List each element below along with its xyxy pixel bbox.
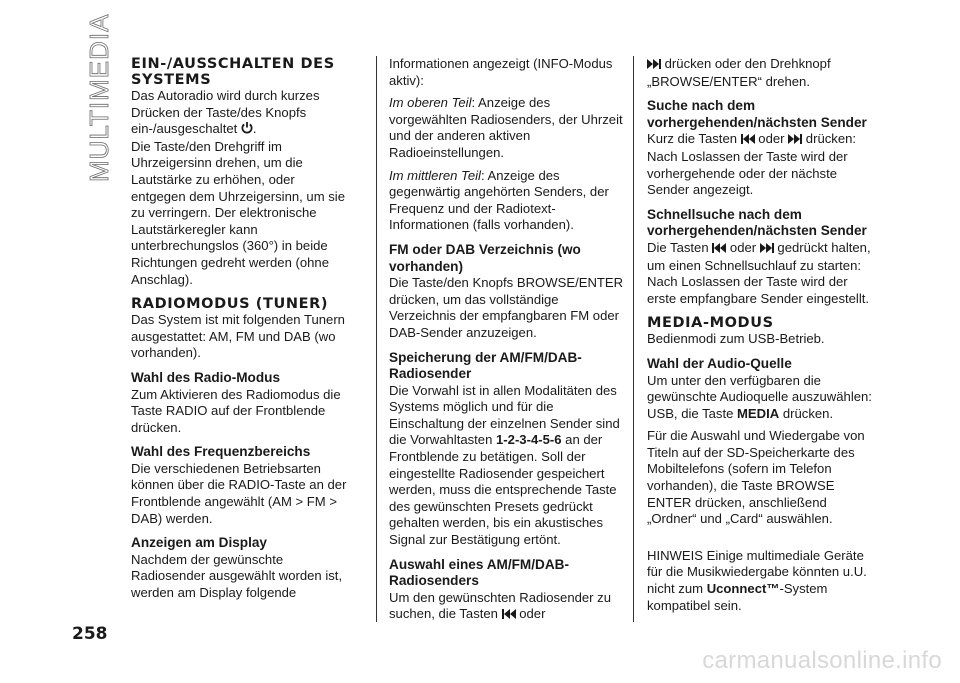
- uconnect-brand: Uconnect™: [706, 581, 780, 597]
- heading-ein-ausschalten: EIN-/AUSSCHALTEN DES SYSTEMS: [131, 56, 335, 88]
- heading-speicherung: Speicherung der AM/FM/DAB-Radiosender: [389, 349, 582, 382]
- paragraph-auswahl-sender: Um den gewünschten Radiosender zu suchen, die Tasten oder: [389, 590, 625, 624]
- paragraph-sd-karte: Für die Auswahl und Wiedergabe von Titeln auf der SD-Speicherkarte des Mobiltelefons (sofern im Telefon vorhanden), die Taste BROWSE ENTER drücken, anschließend „Ordner“ und „Card“ auswählen.: [647, 428, 865, 527]
- column-divider: [633, 56, 634, 622]
- preset-keys: 1-2-3-4-5-6: [496, 432, 562, 448]
- paragraph-anzeigen-display: Nachdem der gewünschte Radiosender ausgewählt worden ist, werden am Display folgende: [131, 551, 343, 601]
- paragraph-drehknopf: drücken oder den Drehknopf „BROWSE/ENTER“ drehen.: [647, 56, 831, 89]
- column-divider: [376, 56, 377, 622]
- paragraph-radiomodus: Das System ist mit folgenden Tunern ausgestattet: AM, FM und DAB (wo vorhanden).: [131, 312, 345, 361]
- heading-frequenzbereich: Wahl des Frequenzbereichs: [131, 444, 311, 460]
- next-track-icon: [788, 132, 802, 149]
- heading-media-modus: MEDIA-MODUS: [647, 315, 774, 332]
- heading-wahl-radio-modus: Wahl des Radio-Modus: [131, 369, 281, 385]
- paragraph-oberer-teil: Im oberen Teil: Anzeige des vorgewählten Radiosenders, der Uhrzeit und der anderen aktiven Radioeinstellungen.: [389, 95, 623, 160]
- paragraph-audio-quelle: Um unter den verfügbaren die gewünschte Audioquelle auszuwählen: USB, die Taste MEDIA drücken.: [647, 372, 872, 421]
- paragraph-speicherung: Die Vorwahl ist in allen Modalitäten des Systems möglich und für die Einschaltung der einzelnen Sender sind die Vorwahltasten 1-2-3-4-5-6 an der Frontblende zu betätigen. Soll der eingestellte Radiosender gespeichert werden, muss die entsprechende Taste des gewünschten Presets gedrückt gehalten werden, bis ein akustisches Signal zur Bestätigung ertönt.: [389, 382, 620, 548]
- column-2: [389, 56, 625, 624]
- previous-track-icon: [741, 132, 755, 149]
- paragraph-fm-dab-verzeichnis: Die Taste/den Knopfs BROWSE/ENTER drücken, um das vollständige Verzeichnis der empfangbaren FM oder DAB-Sender anzuzeigen.: [389, 275, 624, 340]
- watermark: carmanualsonline.info: [702, 647, 942, 674]
- column-1: [131, 56, 353, 602]
- paragraph-wahl-radio-modus: Zum Aktivieren des Radiomodus die Taste RADIO auf der Frontblende drücken.: [131, 386, 341, 435]
- next-track-icon: [760, 241, 774, 258]
- heading-radiomodus: RADIOMODUS (TUNER): [131, 296, 329, 313]
- paragraph-hinweis: HINWEIS Einige multimediale Geräte für die Musikwiedergabe könnten u.U. nicht zum Uconnect™-System kompatibel sein.: [647, 547, 867, 613]
- heading-anzeigen-display: Anzeigen am Display: [131, 535, 267, 551]
- page-number: 258: [72, 624, 108, 644]
- heading-schnellsuche: Schnellsuche nach dem vorhergehenden/nächsten Sender: [647, 206, 867, 239]
- previous-track-icon: [712, 241, 726, 258]
- paragraph-info-modus: Informationen angezeigt (INFO-Modus aktiv):: [389, 56, 613, 88]
- heading-fm-dab-verzeichnis: FM oder DAB Verzeichnis (wo vorhanden): [389, 241, 581, 274]
- paragraph-media-modus: Bedienmodi zum USB-Betrieb.: [647, 331, 825, 347]
- column-3: [647, 56, 879, 614]
- heading-auswahl-sender: Auswahl eines AM/FM/DAB-Radiosenders: [389, 556, 570, 589]
- previous-track-icon: [502, 607, 516, 624]
- paragraph-lautstaerke: Die Taste/den Drehgriff im Uhrzeigersinn drehen, um die Lautstärke zu erhöhen, oder entgegen dem Uhrzeigersinn, um sie zu verringern. Der elektronische Lautstärkeregler kann unterbrechungslos (360°) in beide Richtungen gedreht werden (ohne Anschlag).: [131, 138, 345, 287]
- section-side-label: MULTIMEDIA: [84, 13, 114, 182]
- heading-audio-quelle: Wahl der Audio-Quelle: [647, 355, 792, 371]
- heading-suche-sender: Suche nach dem vorhergehenden/nächsten Sender: [647, 98, 867, 130]
- paragraph-ein-ausschalten: Das Autoradio wird durch kurzes Drücken der Taste/des Knopfs ein-/ausgeschaltet .: [131, 88, 353, 139]
- next-track-icon: [647, 57, 661, 74]
- power-icon: [241, 121, 253, 139]
- paragraph-schnellsuche: Die Tasten oder gedrückt halten, um einen Schnellsuchlauf zu starten: Nach Loslassen der Taste wird der erste empfangbare Sender eingestellt.: [647, 239, 871, 306]
- paragraph-frequenzbereich: Die verschiedenen Betriebsarten können über die RADIO-Taste an der Frontblende angewählt (AM > FM > DAB) werden.: [131, 460, 347, 526]
- paragraph-suche-sender: Kurz die Tasten oder drücken: Nach Loslassen der Taste wird der vorhergehende oder der nächste Sender angezeigt.: [647, 131, 857, 198]
- media-key: MEDIA: [737, 405, 780, 421]
- paragraph-mittlerer-teil: Im mittleren Teil: Anzeige des gegenwärtig angehörten Senders, der Frequenz und der Radiotext-Informationen (falls vorhanden).: [389, 167, 609, 233]
